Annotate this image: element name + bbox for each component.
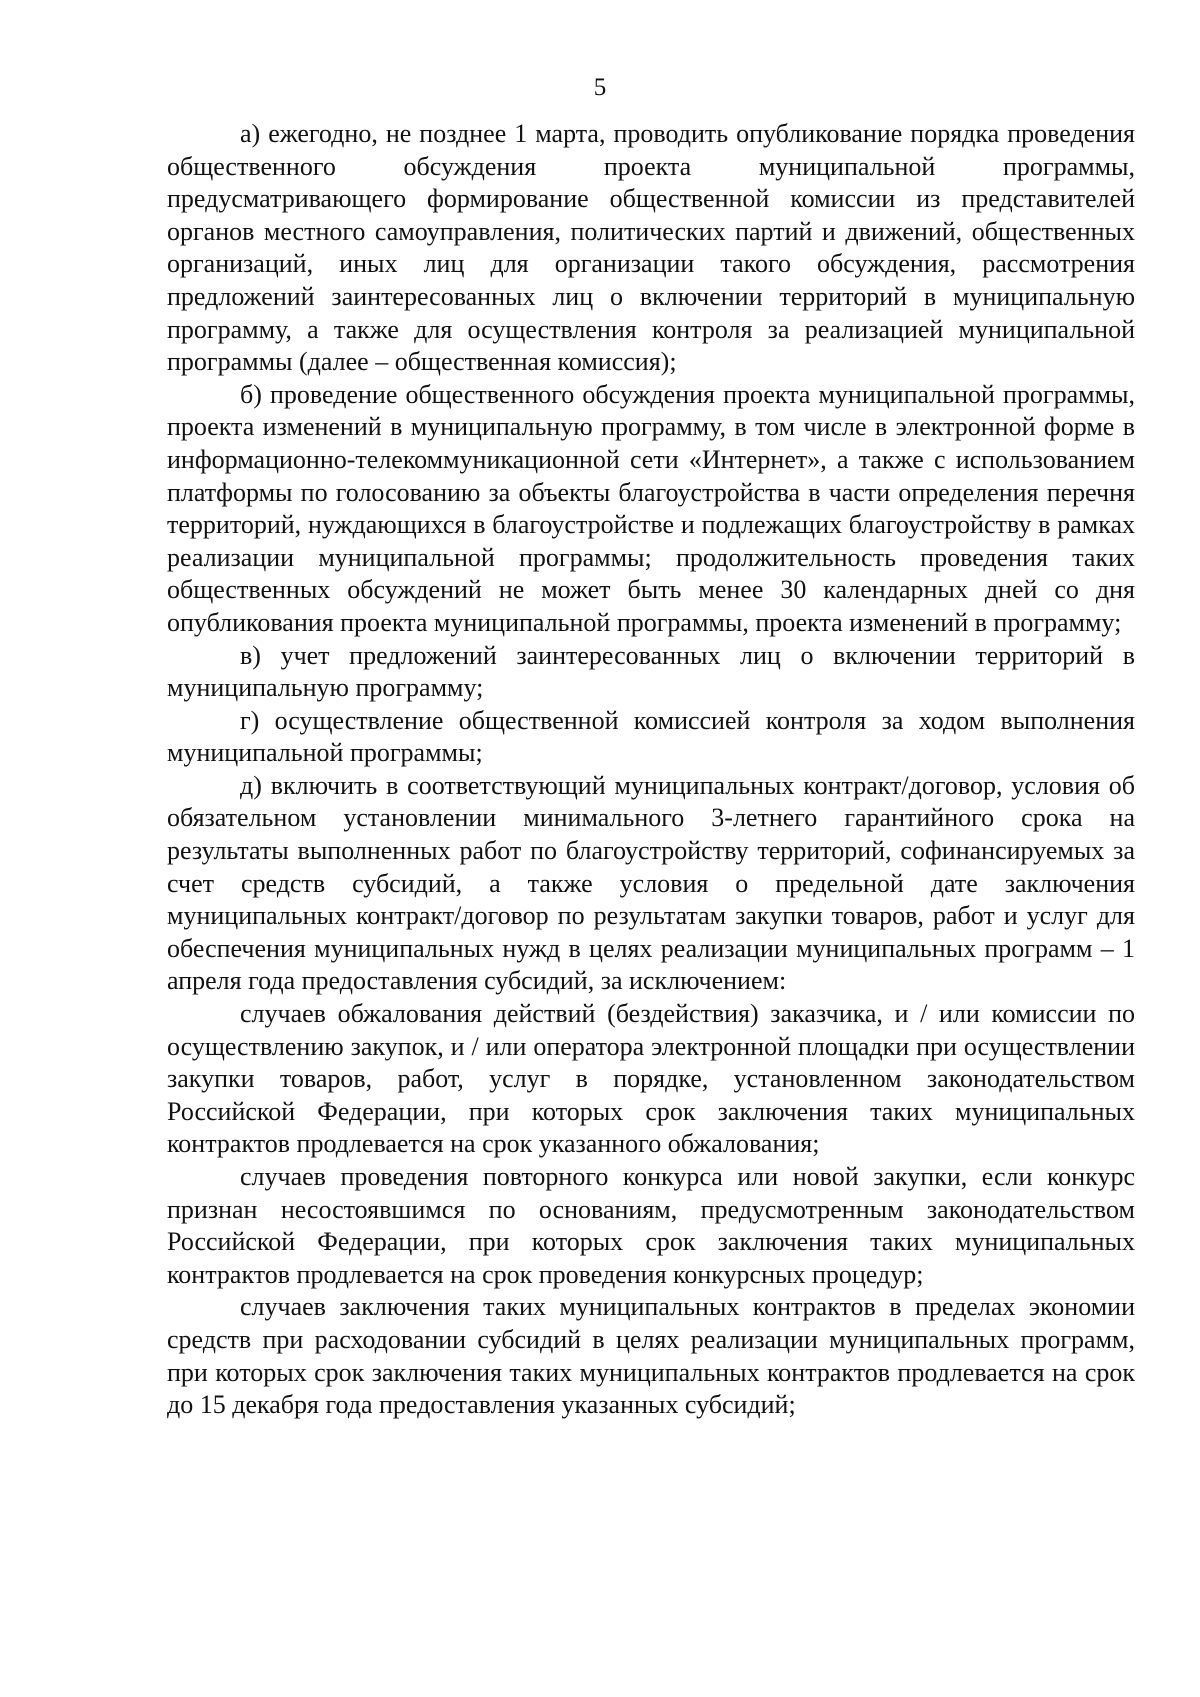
- paragraph-g: г) осуществление общественной комиссией контроля за ходом выполнения муниципальной программы;: [167, 705, 1135, 768]
- paragraph-a: а) ежегодно, не позднее 1 марта, проводить опубликование порядка проведения общественного обсуждения проекта муниципальной программы, предусматривающего формирование общественной комиссии из представителей органов местного самоуправления, политических партий и движений, общественных организаций, иных лиц для организации такого обсуждения, рассмотрения предложений заинтересованных лиц о включении территорий в муниципальную программу, а также для осуществления контроля за реализацией муниципальной программы (далее – общественная комиссия);: [167, 119, 1135, 377]
- paragraph-v: в) учет предложений заинтересованных лиц о включении территорий в муниципальную программу;: [167, 640, 1135, 703]
- paragraph-b: б) проведение общественного обсуждения проекта муниципальной программы, проекта изменений в муниципальную программу, в том числе в электронной форме в информационно-телекоммуникационной сети «Интернет», а также с использованием платформы по голосованию за объекты благоустройства в части определения перечня территорий, нуждающихся в благоустройстве и подлежащих благоустройству в рамках реализации муниципальной программы; продолжительность проведения таких общественных обсуждений не может быть менее 30 календарных дней со дня опубликования проекта муниципальной программы, проекта изменений в программу;: [167, 379, 1135, 637]
- exception-repeat-tender: случаев проведения повторного конкурса или новой закупки, если конкурс признан несостоявшимся по основаниям, предусмотренным законодательством Российской Федерации, при которых срок заключения таких муниципальных контрактов продлевается на срок проведения конкурсных процедур;: [167, 1162, 1135, 1289]
- exception-savings: случаев заключения таких муниципальных контрактов в пределах экономии средств при расходовании субсидий в целях реализации муниципальных программ, при которых срок заключения таких муниципальных контрактов продлевается на срок до 15 декабря года предоставления указанных субсидий;: [167, 1292, 1135, 1420]
- exception-appeal: случаев обжалования действий (бездействия) заказчика, и / или комиссии по осуществлению закупок, и / или оператора электронной площадки при осуществлении закупки товаров, работ, услуг в порядке, установленном законодательством Российской Федерации, при которых срок заключения таких муниципальных контрактов продлевается на срок указанного обжалования;: [167, 999, 1135, 1159]
- document-body: [167, 118, 1135, 1422]
- paragraph-d: д) включить в соответствующий муниципальных контракт/договор, условия об обязательном установлении минимального 3-летнего гарантийного срока на результаты выполненных работ по благоустройству территорий, софинансируемых за счет средств субсидий, а также условия о предельной дате заключения муниципальных контракт/договор по результатам закупки товаров, работ и услуг для обеспечения муниципальных нужд в целях реализации муниципальных программ – 1 апреля года предоставления субсидий, за исключением:: [167, 770, 1135, 996]
- page-number: 5: [593, 74, 607, 101]
